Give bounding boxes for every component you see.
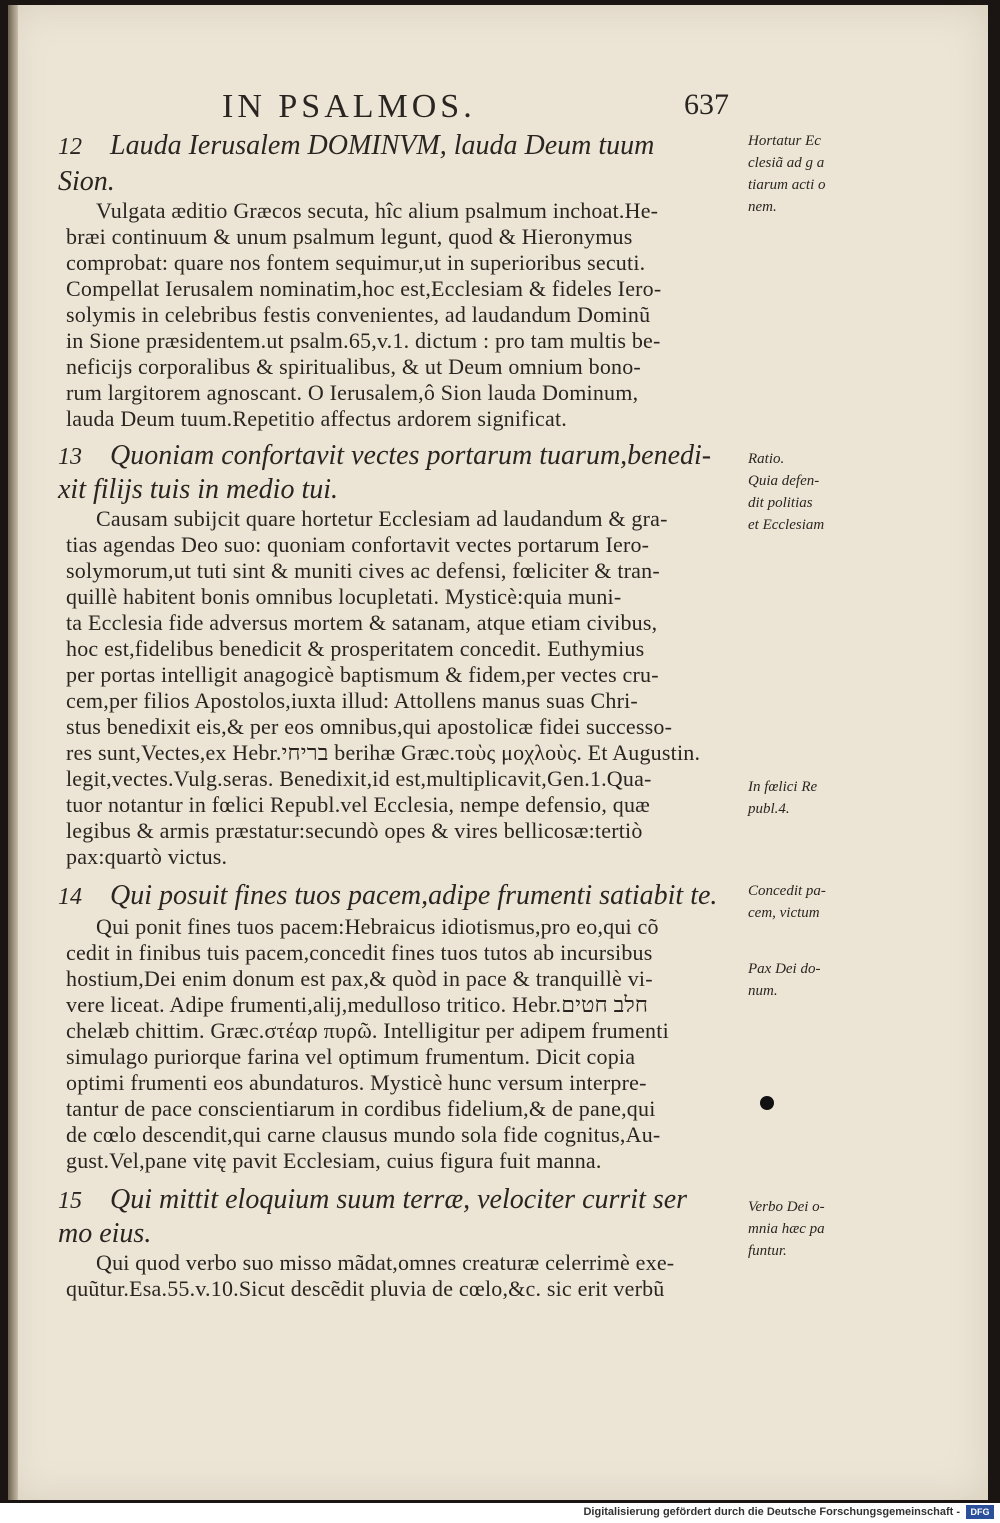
commentary-line: bræi continuum & unum psalmum legunt, quod & Hieronymus xyxy=(66,224,633,249)
commentary-line: tuor notantur in fœlici Republ.vel Ecclesia, nempe defensio, quæ xyxy=(66,792,651,817)
verse-lemma: 14 Qui posuit fines tuos pacem,adipe frumenti satiabit te. xyxy=(58,880,718,911)
commentary-line: tias agendas Deo suo: quoniam confortavit vectes portarum Iero- xyxy=(66,532,650,557)
commentary-line: chelæb chittim. Græc.στέαρ πυρῶ. Intelligitur per adipem frumenti xyxy=(66,1018,669,1043)
verse-lemma: 15 Qui mittit eloquium suum terræ, velociter currit ser xyxy=(58,1184,688,1215)
commentary-line: vere liceat. Adipe frumenti,alij,medulloso tritico. Hebr.חלב חטים xyxy=(66,992,649,1017)
verse-lemma: 13 Quoniam confortavit vectes portarum tuarum,benedi- xyxy=(58,440,712,471)
commentary-line: cedit in finibus tuis pacem,concedit fines tuos tutos ab incursibus xyxy=(66,940,653,965)
verse-lemma: 12 Lauda Ierusalem DOMINVM, lauda Deum tuum xyxy=(58,130,655,161)
verse-lemma-continued: mo eius. xyxy=(58,1218,152,1249)
margin-note: Verbo Dei o- mnia hæc pa funtur. xyxy=(748,1199,825,1259)
verse-number: 14 xyxy=(58,884,82,910)
margin-note: Pax Dei do- num. xyxy=(748,961,821,999)
margin-note: Hortatur Ec clesiã ad g a tiarum acti o nem. xyxy=(748,133,826,215)
commentary-line: res sunt,Vectes,ex Hebr.בריחי berihæ Græc.τοὺς μοχλοὺς. Et Augustin. xyxy=(66,740,701,765)
margin-note: In fœlici Re publ.4. xyxy=(748,779,818,817)
commentary-line: hoc est,fidelibus benedicit & prosperitatem concedit. Euthymius xyxy=(66,636,645,661)
commentary-line: per portas intelligit anagogicè baptismum & fidem,per vectes cru- xyxy=(66,662,659,687)
commentary-line: simulago puriorque farina vel optimum frumentum. Dicit copia xyxy=(66,1044,636,1069)
verse-number: 12 xyxy=(58,134,82,160)
page-number: 637 xyxy=(684,88,729,121)
running-header: IN PSALMOS. xyxy=(222,88,476,125)
verse-number: 15 xyxy=(58,1188,82,1214)
commentary-line: quillè habitent bonis omnibus locupletati. Mysticè:quia muni- xyxy=(66,584,622,609)
verse-lemma-continued: Sion. xyxy=(58,166,115,197)
commentary-line: Compellat Ierusalem nominatim,hoc est,Ecclesiam & fideles Iero- xyxy=(66,276,662,301)
commentary-line: gust.Vel,pane vitę pavit Ecclesiam, cuius figura fuit manna. xyxy=(66,1148,602,1173)
commentary-line: de cœlo descendit,qui carne clausus mundo sola fide cognitus,Au- xyxy=(66,1122,661,1147)
commentary-line: Qui quod verbo suo misso mãdat,omnes creaturæ celerrimè exe- xyxy=(96,1250,675,1275)
commentary-line: Vulgata æditio Græcos secuta, hîc alium psalmum inchoat.He- xyxy=(96,198,659,223)
commentary-line: Causam subijcit quare hortetur Ecclesiam ad laudandum & gra- xyxy=(96,506,668,531)
commentary-line: optimi frumenti eos abundaturos. Mysticè hunc versum interpre- xyxy=(66,1070,647,1095)
commentary-line: legibus & armis præstatur:secundò opes & vires bellicosæ:tertiò xyxy=(66,818,643,843)
commentary-line: legit,vectes.Vulg.seras. Benedixit,id est,multiplicavit,Gen.1.Qua- xyxy=(66,766,652,791)
commentary-line: solymis in celebribus festis convenientes, ad laudandum Dominũ xyxy=(66,302,651,327)
commentary-line: Qui ponit fines tuos pacem:Hebraicus idiotismus,pro eo,qui cõ xyxy=(96,914,659,939)
commentary-line: stus benedixit eis,& per eos omnibus,qui apostolicæ fidei successo- xyxy=(66,714,673,739)
commentary-line: comprobat: quare nos fontem sequimur,ut in superioribus secuti. xyxy=(66,250,646,275)
commentary-line: tantur de pace conscientiarum in cordibus fidelium,& de pane,qui xyxy=(66,1096,656,1121)
commentary-line: rum largitorem agnoscant. O Ierusalem,ô Sion lauda Dominum, xyxy=(66,380,639,405)
footer-credit: Digitalisierung gefördert durch die Deutsche Forschungsgemeinschaft - xyxy=(583,1506,960,1518)
commentary-line: hostium,Dei enim donum est pax,& quòd in pace & tranquillè vi- xyxy=(66,966,653,991)
commentary-line: solymorum,ut tuti sint & muniti cives ac defensi, fœliciter & tran- xyxy=(66,558,660,583)
margin-note: Ratio. Quia defen- dit politias et Ecclesiam xyxy=(748,451,825,533)
commentary-line: neficijs corporalibus & spiritualibus, & ut Deum omnium bono- xyxy=(66,354,641,379)
commentary-line: quũtur.Esa.55.v.10.Sicut descẽdit pluvia de cœlo,&c. sic erit verbũ xyxy=(66,1276,665,1301)
page-edge xyxy=(8,5,18,1500)
commentary-line: lauda Deum tuum.Repetitio affectus ardorem significat. xyxy=(66,406,567,431)
verse-lemma-continued: xit filijs tuis in medio tui. xyxy=(58,474,338,505)
footer-bar xyxy=(0,1503,1000,1523)
commentary-line: in Sione præsidentem.ut psalm.65,v.1. dictum : pro tam multis be- xyxy=(66,328,661,353)
commentary-line: cem,per filios Apostolos,iuxta illud: Attollens manus suas Chri- xyxy=(66,688,638,713)
dfg-logo: DFG xyxy=(966,1505,994,1519)
ink-spot xyxy=(760,1096,774,1110)
verse-number: 13 xyxy=(58,444,82,470)
margin-note: Concedit pa- cem, victum xyxy=(748,883,826,921)
commentary-line: pax:quartò victus. xyxy=(66,844,228,869)
commentary-line: ta Ecclesia fide adversus mortem & satanam, atque etiam civibus, xyxy=(66,610,658,635)
